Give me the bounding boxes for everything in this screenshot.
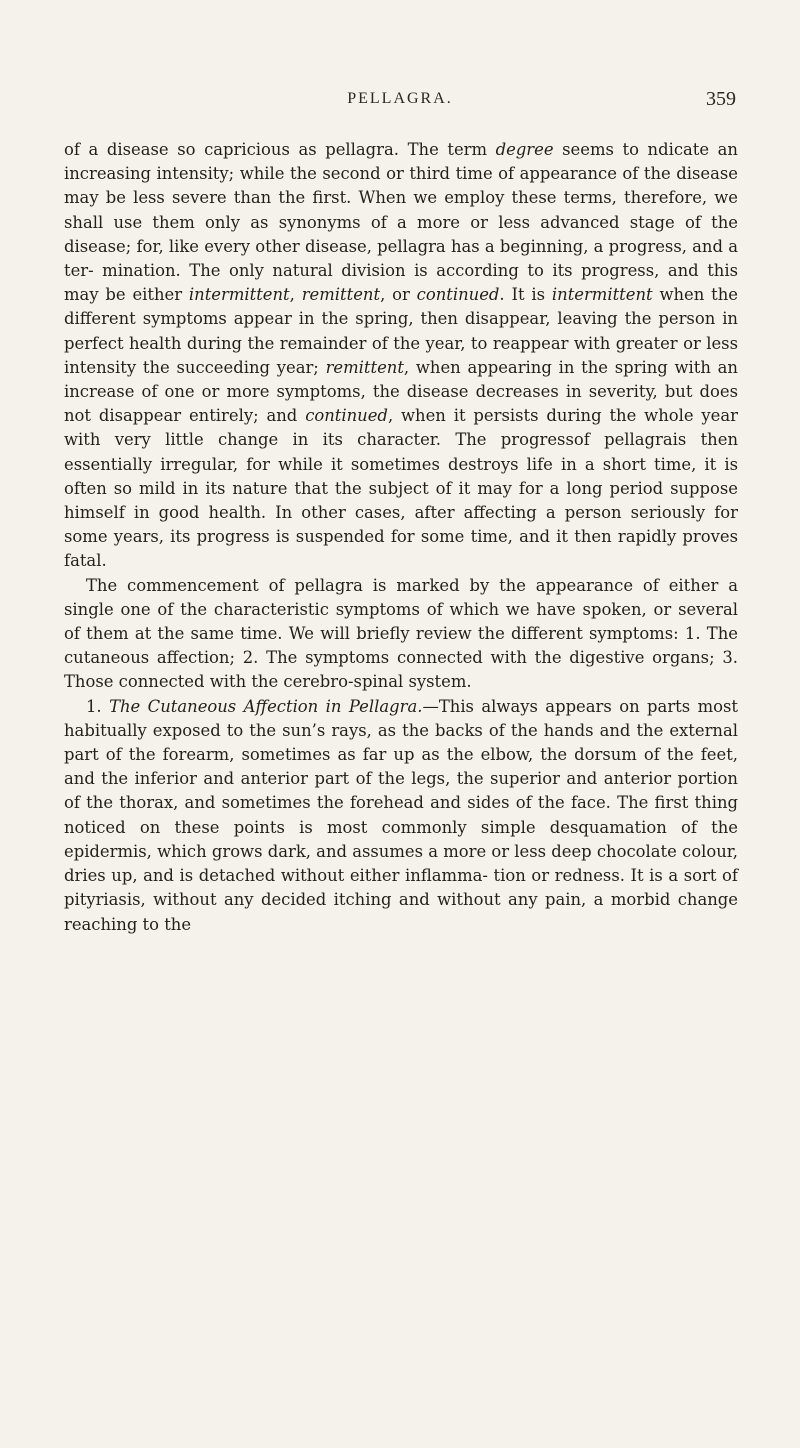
italic-term: The Cutaneous Affection in Pellagra. bbox=[109, 696, 423, 716]
text-run: , when appearing in the spring with an increase of one or more symptoms, the disease decreases in severity, but does not disappear entirely; and bbox=[64, 357, 738, 426]
paragraph bbox=[64, 695, 738, 937]
text-run: , or bbox=[380, 285, 417, 305]
italic-term: degree bbox=[495, 140, 554, 159]
italic-term: remittent bbox=[301, 285, 381, 305]
running-head bbox=[0, 88, 800, 118]
text-run: The commencement of pellagra is marked by the appearance of either a single one of the characteristic symptoms of which we have spoken, or several of them at the same time. We will briefly review the different symptoms: 1. The cutaneous affection; 2. The symptoms connected with the digestive organs; 3. Those connected with the cerebro-spinal system. bbox=[64, 575, 738, 692]
italic-term: intermittent bbox=[551, 285, 653, 305]
text-run: seems to ndicate an increasing intensity; while the second or third time of appearance of the disease may be less severe than the first. When we employ these terms, therefore, we shall use them only as synonyms of a more or less advanced stage of the disease; for, like every other disease, pellagra has a beginning, a progress, and a ter- mination. The only natural division is according to its progress, and this may be either bbox=[64, 140, 738, 305]
italic-term: continued bbox=[305, 406, 388, 426]
text-run: . It is bbox=[499, 285, 552, 305]
paragraph bbox=[64, 138, 738, 574]
text-run: —This always appears on parts most habitually exposed to the sun’s rays, as the backs of the hands and the external part of the forearm, sometimes as far up as the elbow, the dorsum of the feet, and the inferior and anterior part of the legs, the superior and anterior portion of the thorax, and sometimes the forehead and sides of the face. The first thing noticed on these points is most commonly simple desquamation of the epidermis, which grows dark, and assumes a more or less deep chocolate colour, dries up, and is detached without either inflamma- tion or redness. It is a sort of pityriasis, without any decided itching and without any pain, a morbid change reaching to the bbox=[64, 696, 738, 934]
italic-term: continued bbox=[416, 285, 500, 305]
italic-term: remittent bbox=[325, 357, 404, 377]
page-number: 359 bbox=[706, 88, 736, 110]
text-run: when the different symptoms appear in the spring, then disappear, leaving the person in perfect health during the remainder of the year, to reappear with greater or less intensity the succeeding year; bbox=[64, 285, 738, 377]
text-run: , bbox=[289, 285, 302, 305]
italic-term: intermittent bbox=[188, 285, 290, 305]
text-run: , when it persists during the whole year with very little change in its character. The progressof pellagrais then essentially irregular, for while it sometimes destroys life in a short time, it is often so mild in its nature that the subject of it may for a long period suppose himself in good health. In other cases, after affecting a person seriously for some years, its progress is suspended for some time, and it then rapidly proves fatal. bbox=[64, 406, 738, 571]
paragraph bbox=[64, 574, 738, 695]
text-run: 1. bbox=[86, 696, 110, 716]
body-text bbox=[64, 138, 738, 937]
text-run: of a disease so capricious as pellagra. The term bbox=[64, 140, 496, 159]
running-title: PELLAGRA. bbox=[347, 90, 453, 107]
